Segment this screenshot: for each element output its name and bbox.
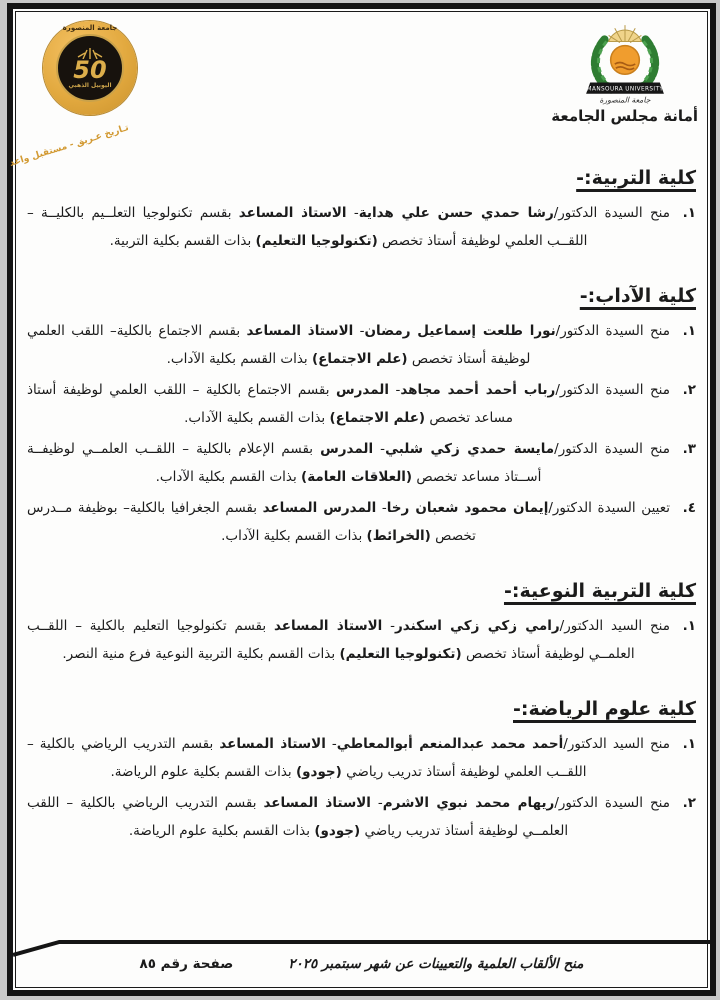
text-segment: منح السيد الدكتور/ <box>559 618 670 634</box>
document-page <box>7 3 716 996</box>
faculty-section <box>27 285 696 550</box>
text-segment: نورا طلعت إسماعيل رمضان <box>364 323 556 339</box>
section-items <box>27 199 696 255</box>
text-segment: بذات القسم بكلية علوم الرياضة. <box>128 823 315 839</box>
footer-divider <box>13 938 710 958</box>
university-header-block <box>551 19 698 125</box>
item-text <box>27 317 670 373</box>
text-segment: رامي زكي زكي اسكندر <box>395 618 560 634</box>
text-segment: (تكنولوجيا التعليم) <box>255 233 378 249</box>
text-segment: بذات القسم بكلية الآداب. <box>221 528 367 544</box>
item-number: ٣. <box>682 441 696 457</box>
jubilee-ring <box>43 21 137 115</box>
jubilee-top-text: جامعة المنصورة <box>62 24 118 32</box>
text-segment: بقسم التدريب الرياضي بالكلية – اللقــب العلمي لوظيفة أستاذ تدريب رياضي <box>27 736 587 780</box>
text-segment: الاستاذ المساعد <box>273 618 383 634</box>
logo-banner-text: MANSOURA UNIVERSITY <box>586 86 663 93</box>
text-segment: منح السيد الدكتور/ <box>563 736 670 752</box>
item-text <box>27 435 670 491</box>
text-segment: - <box>373 441 386 457</box>
list-item <box>27 435 696 491</box>
text-segment: - <box>353 323 365 339</box>
text-segment: بقسم الإعلام بالكلية – اللقــب العلمــي لوظيفــة أســتاذ مساعد تخصص <box>27 441 542 485</box>
text-segment: بقسم تكنولوجيا التعلــيم بالكليــة – اللقــب العلمي لوظيفة أستاذ تخصص <box>27 205 588 249</box>
section-heading: كلية علوم الرياضة:- <box>513 698 696 720</box>
item-number: ٢. <box>682 382 696 398</box>
text-segment: - <box>346 205 359 221</box>
page-header <box>8 9 710 169</box>
section-items <box>27 317 696 550</box>
item-text <box>27 376 670 432</box>
item-text <box>27 730 670 786</box>
item-text <box>27 612 670 668</box>
text-segment: أحمد محمد عبدالمنعم أبوالمعاطي <box>336 736 564 752</box>
text-segment: المدرس المساعد <box>262 500 377 516</box>
text-segment: (علم الاجتماع) <box>311 351 408 367</box>
section-heading: كلية التربية:- <box>576 167 696 189</box>
text-segment: بذات القسم بكلية علوم الرياضة. <box>110 764 296 780</box>
section-items <box>27 612 696 668</box>
text-segment: - <box>325 736 337 752</box>
list-item <box>27 376 696 432</box>
text-segment: منح السيدة الدكتور/ <box>555 382 670 398</box>
jubilee-logo <box>8 21 145 169</box>
text-segment: بذات القسم بكلية التربية. <box>109 233 256 249</box>
text-segment: - <box>388 382 401 398</box>
text-segment: ريهام محمد نبوي الاشرم <box>382 795 555 811</box>
text-segment: منح السيدة الدكتور/ <box>554 441 670 457</box>
list-item <box>27 199 696 255</box>
text-segment: بقسم الاجتماع بالكلية– اللقب العلمي لوظيفة أستاذ تخصص <box>27 323 531 367</box>
item-text <box>27 494 670 550</box>
item-number: ٢. <box>682 795 696 811</box>
logo-banner-arabic: جامعة المنصورة <box>599 95 651 105</box>
faculty-section <box>27 167 696 255</box>
text-segment: - <box>382 618 396 634</box>
text-segment: إيمان محمود شعبان رخا <box>386 500 549 516</box>
text-segment: بذات القسم بكلية الآداب. <box>166 351 312 367</box>
item-number: ١. <box>682 205 696 221</box>
text-segment: (تكنولوجيا التعليم) <box>339 646 462 662</box>
text-segment: (العلاقات العامة) <box>301 469 413 485</box>
text-segment: الاستاذ المساعد <box>219 736 326 752</box>
text-segment: منح السيدة الدكتور/ <box>554 795 670 811</box>
list-item <box>27 317 696 373</box>
footer-line <box>13 956 710 972</box>
university-logo-icon <box>569 19 681 105</box>
list-item <box>27 730 696 786</box>
jubilee-tagline: تـاريخ عـريق - مستقبل واعد <box>8 123 130 169</box>
text-segment: بذات القسم بكلية الآداب. <box>184 410 330 426</box>
secretariat-title: أمانة مجلس الجامعة <box>551 107 698 125</box>
text-segment: بقسم تكنولوجيا التعليم بالكلية – اللقــب العلمــي لوظيفة أستاذ تخصص <box>27 618 635 662</box>
text-segment: المدرس <box>320 441 374 457</box>
section-heading: كلية التربية النوعية:- <box>503 580 696 602</box>
page-footer <box>13 938 710 990</box>
jubilee-number: 50 <box>73 56 107 84</box>
page-number: صفحة رقم ٨٥ <box>139 956 234 972</box>
text-segment: بذات القسم بكلية التربية النوعية فرع منية النصر. <box>62 646 340 662</box>
list-item <box>27 789 696 845</box>
list-item <box>27 612 696 668</box>
item-number: ١. <box>682 736 696 752</box>
text-segment: الاستاذ المساعد <box>263 795 371 811</box>
text-segment: - <box>376 500 387 516</box>
jubilee-disc <box>56 34 124 102</box>
faculty-section <box>27 698 696 845</box>
sections <box>13 147 710 845</box>
text-segment: منح السيدة الدكتور/ <box>555 323 670 339</box>
text-segment: منح السيدة الدكتور/ <box>553 205 670 221</box>
text-segment: بقسم الاجتماع بالكلية – اللقب العلمي لوظيفة أستاذ مساعد تخصص <box>27 382 513 426</box>
item-number: ١. <box>682 323 696 339</box>
faculty-section <box>27 580 696 668</box>
text-segment: بقسم التدريب الرياضي بالكلية – اللقب العلمــي لوظيفة أستاذ تدريب رياضي <box>27 795 569 839</box>
item-number: ٤. <box>682 500 696 516</box>
text-segment: (علم الاجتماع) <box>329 410 426 426</box>
text-segment: بقسم الجغرافيا بالكلية– بوظيفة مــدرس تخصص <box>27 500 476 544</box>
text-segment: رباب أحمد أحمد مجاهد <box>400 382 556 398</box>
jubilee-bottom-text: اليوبيل الذهبي <box>68 82 112 89</box>
text-segment: (الخرائط) <box>366 528 431 544</box>
text-segment: - <box>370 795 383 811</box>
text-segment: بذات القسم بكلية الآداب. <box>155 469 302 485</box>
text-segment: الاستاذ المساعد <box>238 205 347 221</box>
text-segment: (جودو) <box>295 764 342 780</box>
text-segment: تعيين السيدة الدكتور/ <box>548 500 670 516</box>
text-segment: المدرس <box>336 382 389 398</box>
section-heading: كلية الآداب:- <box>579 285 696 307</box>
item-number: ١. <box>682 618 696 634</box>
text-segment: (جودو) <box>314 823 361 839</box>
list-item <box>27 494 696 550</box>
text-segment: رشا حمدي حسن علي هداية <box>358 205 554 221</box>
item-text <box>27 199 670 255</box>
item-text <box>27 789 670 845</box>
section-items <box>27 730 696 845</box>
footer-title: منح الألقاب العلمية والتعيينات عن شهر سبتمبر ٢٠٢٥ <box>288 956 584 972</box>
text-segment: الاستاذ المساعد <box>246 323 354 339</box>
text-segment: مايسة حمدي زكي شلبي <box>385 441 555 457</box>
